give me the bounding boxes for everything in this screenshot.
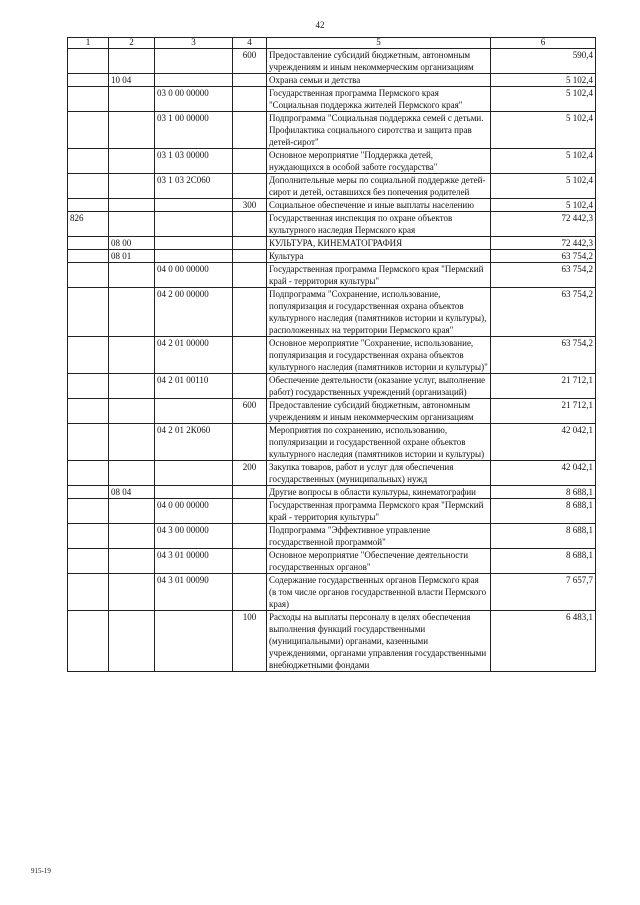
description-cell: Государственная инспекция по охране объектов культурного наследия Пермского края	[267, 212, 491, 237]
section-code-cell	[109, 374, 155, 399]
expense-type-cell	[233, 288, 267, 337]
section-code-cell	[109, 199, 155, 212]
description-cell: Культура	[267, 250, 491, 263]
target-article-cell: 04 2 01 00000	[155, 337, 233, 374]
admin-code-cell	[68, 549, 109, 574]
section-code-cell	[109, 461, 155, 486]
table-row	[68, 87, 596, 112]
section-code-cell	[109, 424, 155, 461]
section-code-cell	[109, 87, 155, 112]
footer-code: 915-19	[31, 867, 51, 875]
amount-cell: 5 102,4	[491, 174, 596, 199]
description-cell: Подпрограмма "Социальная поддержка семей с детьми. Профилактика социального сиротства и защита прав детей-сирот"	[267, 112, 491, 149]
admin-code-cell	[68, 49, 109, 74]
admin-code-cell	[68, 250, 109, 263]
description-cell: Государственная программа Пермского края "Пермский край - территория культуры"	[267, 499, 491, 524]
admin-code-cell	[68, 237, 109, 250]
description-cell: Другие вопросы в области культуры, кинематографии	[267, 486, 491, 499]
table-row	[68, 112, 596, 149]
expense-type-cell	[233, 374, 267, 399]
admin-code-cell	[68, 263, 109, 288]
admin-code-cell	[68, 174, 109, 199]
amount-cell: 7 657,7	[491, 574, 596, 611]
table-row	[68, 49, 596, 74]
expense-type-cell	[233, 87, 267, 112]
table-row	[68, 461, 596, 486]
admin-code-cell	[68, 524, 109, 549]
expense-type-cell	[233, 212, 267, 237]
amount-cell: 5 102,4	[491, 112, 596, 149]
admin-code-cell	[68, 499, 109, 524]
amount-cell: 21 712,1	[491, 374, 596, 399]
description-cell: Обеспечение деятельности (оказание услуг, выполнение работ) государственных учреждений (организаций)	[267, 374, 491, 399]
table-row	[68, 524, 596, 549]
section-code-cell	[109, 149, 155, 174]
target-article-cell: 03 1 00 00000	[155, 112, 233, 149]
target-article-cell: 03 0 00 00000	[155, 87, 233, 112]
amount-cell: 42 042,1	[491, 461, 596, 486]
table-row	[68, 149, 596, 174]
admin-code-cell	[68, 611, 109, 672]
column-header-1: 1	[68, 38, 109, 49]
amount-cell: 5 102,4	[491, 199, 596, 212]
expense-type-cell	[233, 499, 267, 524]
amount-cell: 72 442,3	[491, 212, 596, 237]
target-article-cell: 04 3 01 00090	[155, 574, 233, 611]
target-article-cell: 03 1 03 2С060	[155, 174, 233, 199]
column-header-5: 5	[267, 38, 491, 49]
admin-code-cell	[68, 199, 109, 212]
column-header-3: 3	[155, 38, 233, 49]
amount-cell: 63 754,2	[491, 337, 596, 374]
table-row	[68, 337, 596, 374]
section-code-cell	[109, 263, 155, 288]
target-article-cell	[155, 486, 233, 499]
description-cell: Социальное обеспечение и иные выплаты населению	[267, 199, 491, 212]
admin-code-cell	[68, 337, 109, 374]
section-code-cell: 10 04	[109, 74, 155, 87]
amount-cell: 8 688,1	[491, 549, 596, 574]
admin-code-cell	[68, 424, 109, 461]
section-code-cell	[109, 212, 155, 237]
target-article-cell	[155, 49, 233, 74]
admin-code-cell	[68, 374, 109, 399]
table-row	[68, 611, 596, 672]
description-cell: КУЛЬТУРА, КИНЕМАТОГРАФИЯ	[267, 237, 491, 250]
description-cell: Охрана семьи и детства	[267, 74, 491, 87]
expense-type-cell	[233, 263, 267, 288]
admin-code-cell	[68, 87, 109, 112]
description-cell: Основное мероприятие "Поддержка детей, нуждающихся в особой заботе государства"	[267, 149, 491, 174]
expense-type-cell	[233, 112, 267, 149]
target-article-cell	[155, 237, 233, 250]
amount-cell: 5 102,4	[491, 87, 596, 112]
table-row	[68, 288, 596, 337]
column-header-2: 2	[109, 38, 155, 49]
section-code-cell	[109, 399, 155, 424]
section-code-cell	[109, 288, 155, 337]
admin-code-cell	[68, 461, 109, 486]
description-cell: Мероприятия по сохранению, использованию, популяризации и государственной охране объектов культурного наследия (памятников истории и культуры)	[267, 424, 491, 461]
section-code-cell	[109, 574, 155, 611]
description-cell: Дополнительные меры по социальной поддержке детей-сирот и детей, оставшихся без попечения родителей	[267, 174, 491, 199]
target-article-cell	[155, 250, 233, 263]
page-number: 42	[315, 20, 325, 30]
admin-code-cell: 826	[68, 212, 109, 237]
admin-code-cell	[68, 574, 109, 611]
description-cell: Содержание государственных органов Пермского края (в том числе органов государственной власти Пермского края)	[267, 574, 491, 611]
section-code-cell	[109, 524, 155, 549]
expense-type-cell	[233, 250, 267, 263]
expense-type-cell	[233, 486, 267, 499]
target-article-cell	[155, 74, 233, 87]
description-cell: Подпрограмма "Сохранение, использование, популяризация и государственная охрана объектов культурного наследия (памятников истории и культуры), расположенных на территории Пермского края"	[267, 288, 491, 337]
section-code-cell	[109, 549, 155, 574]
section-code-cell: 08 00	[109, 237, 155, 250]
target-article-cell	[155, 611, 233, 672]
expense-type-cell: 600	[233, 399, 267, 424]
budget-table	[67, 37, 596, 672]
amount-cell: 5 102,4	[491, 149, 596, 174]
table-row	[68, 250, 596, 263]
target-article-cell: 03 1 03 00000	[155, 149, 233, 174]
section-code-cell	[109, 499, 155, 524]
table-row	[68, 174, 596, 199]
target-article-cell: 04 2 00 00000	[155, 288, 233, 337]
table-row	[68, 549, 596, 574]
description-cell: Основное мероприятие "Обеспечение деятельности государственных органов"	[267, 549, 491, 574]
expense-type-cell: 100	[233, 611, 267, 672]
target-article-cell: 04 0 00 00000	[155, 499, 233, 524]
expense-type-cell	[233, 149, 267, 174]
section-code-cell: 08 01	[109, 250, 155, 263]
admin-code-cell	[68, 288, 109, 337]
table-row	[68, 399, 596, 424]
amount-cell: 5 102,4	[491, 74, 596, 87]
amount-cell: 8 688,1	[491, 499, 596, 524]
admin-code-cell	[68, 486, 109, 499]
expense-type-cell	[233, 174, 267, 199]
admin-code-cell	[68, 74, 109, 87]
header-row	[68, 38, 596, 49]
expense-type-cell	[233, 237, 267, 250]
description-cell: Закупка товаров, работ и услуг для обеспечения государственных (муниципальных) нужд	[267, 461, 491, 486]
target-article-cell	[155, 399, 233, 424]
expense-type-cell	[233, 524, 267, 549]
amount-cell: 42 042,1	[491, 424, 596, 461]
description-cell: Государственная программа Пермского края "Пермский край - территория культуры"	[267, 263, 491, 288]
table-row	[68, 263, 596, 288]
amount-cell: 63 754,2	[491, 250, 596, 263]
description-cell: Расходы на выплаты персоналу в целях обеспечения выполнения функций государственными (муниципальными) органами, казенными учреждениями, органами управления государственными внебюджетными фондами	[267, 611, 491, 672]
amount-cell: 8 688,1	[491, 486, 596, 499]
target-article-cell	[155, 199, 233, 212]
table-body	[68, 49, 596, 672]
description-cell: Предоставление субсидий бюджетным, автономным учреждениям и иным некоммерческим организациям	[267, 399, 491, 424]
amount-cell: 72 442,3	[491, 237, 596, 250]
admin-code-cell	[68, 112, 109, 149]
amount-cell: 63 754,2	[491, 288, 596, 337]
expense-type-cell	[233, 74, 267, 87]
target-article-cell: 04 2 01 00110	[155, 374, 233, 399]
table-row	[68, 212, 596, 237]
amount-cell: 6 483,1	[491, 611, 596, 672]
amount-cell: 21 712,1	[491, 399, 596, 424]
admin-code-cell	[68, 149, 109, 174]
target-article-cell: 04 3 01 00000	[155, 549, 233, 574]
table-row	[68, 574, 596, 611]
section-code-cell	[109, 174, 155, 199]
expense-type-cell	[233, 574, 267, 611]
table-row	[68, 424, 596, 461]
column-header-4: 4	[233, 38, 267, 49]
expense-type-cell: 600	[233, 49, 267, 74]
amount-cell: 8 688,1	[491, 524, 596, 549]
table-row	[68, 237, 596, 250]
description-cell: Государственная программа Пермского края "Социальная поддержка жителей Пермского края"	[267, 87, 491, 112]
table-row	[68, 199, 596, 212]
expense-type-cell	[233, 424, 267, 461]
description-cell: Подпрограмма "Эффективное управление государственной программой"	[267, 524, 491, 549]
expense-type-cell: 200	[233, 461, 267, 486]
column-header-6: 6	[491, 38, 596, 49]
amount-cell: 590,4	[491, 49, 596, 74]
description-cell: Предоставление субсидий бюджетным, автономным учреждениям и иным некоммерческим организациям	[267, 49, 491, 74]
section-code-cell	[109, 337, 155, 374]
table-row	[68, 74, 596, 87]
target-article-cell: 04 2 01 2К060	[155, 424, 233, 461]
expense-type-cell	[233, 549, 267, 574]
section-code-cell: 08 04	[109, 486, 155, 499]
target-article-cell	[155, 212, 233, 237]
expense-type-cell: 300	[233, 199, 267, 212]
amount-cell: 63 754,2	[491, 263, 596, 288]
section-code-cell	[109, 611, 155, 672]
table-row	[68, 374, 596, 399]
target-article-cell	[155, 461, 233, 486]
admin-code-cell	[68, 399, 109, 424]
target-article-cell: 04 3 00 00000	[155, 524, 233, 549]
table-header	[68, 38, 596, 49]
description-cell: Основное мероприятие "Сохранение, использование, популяризация и государственная охрана объектов культурного наследия (памятников истории и культуры)"	[267, 337, 491, 374]
target-article-cell: 04 0 00 00000	[155, 263, 233, 288]
table-row	[68, 486, 596, 499]
expense-type-cell	[233, 337, 267, 374]
section-code-cell	[109, 49, 155, 74]
section-code-cell	[109, 112, 155, 149]
table-row	[68, 499, 596, 524]
